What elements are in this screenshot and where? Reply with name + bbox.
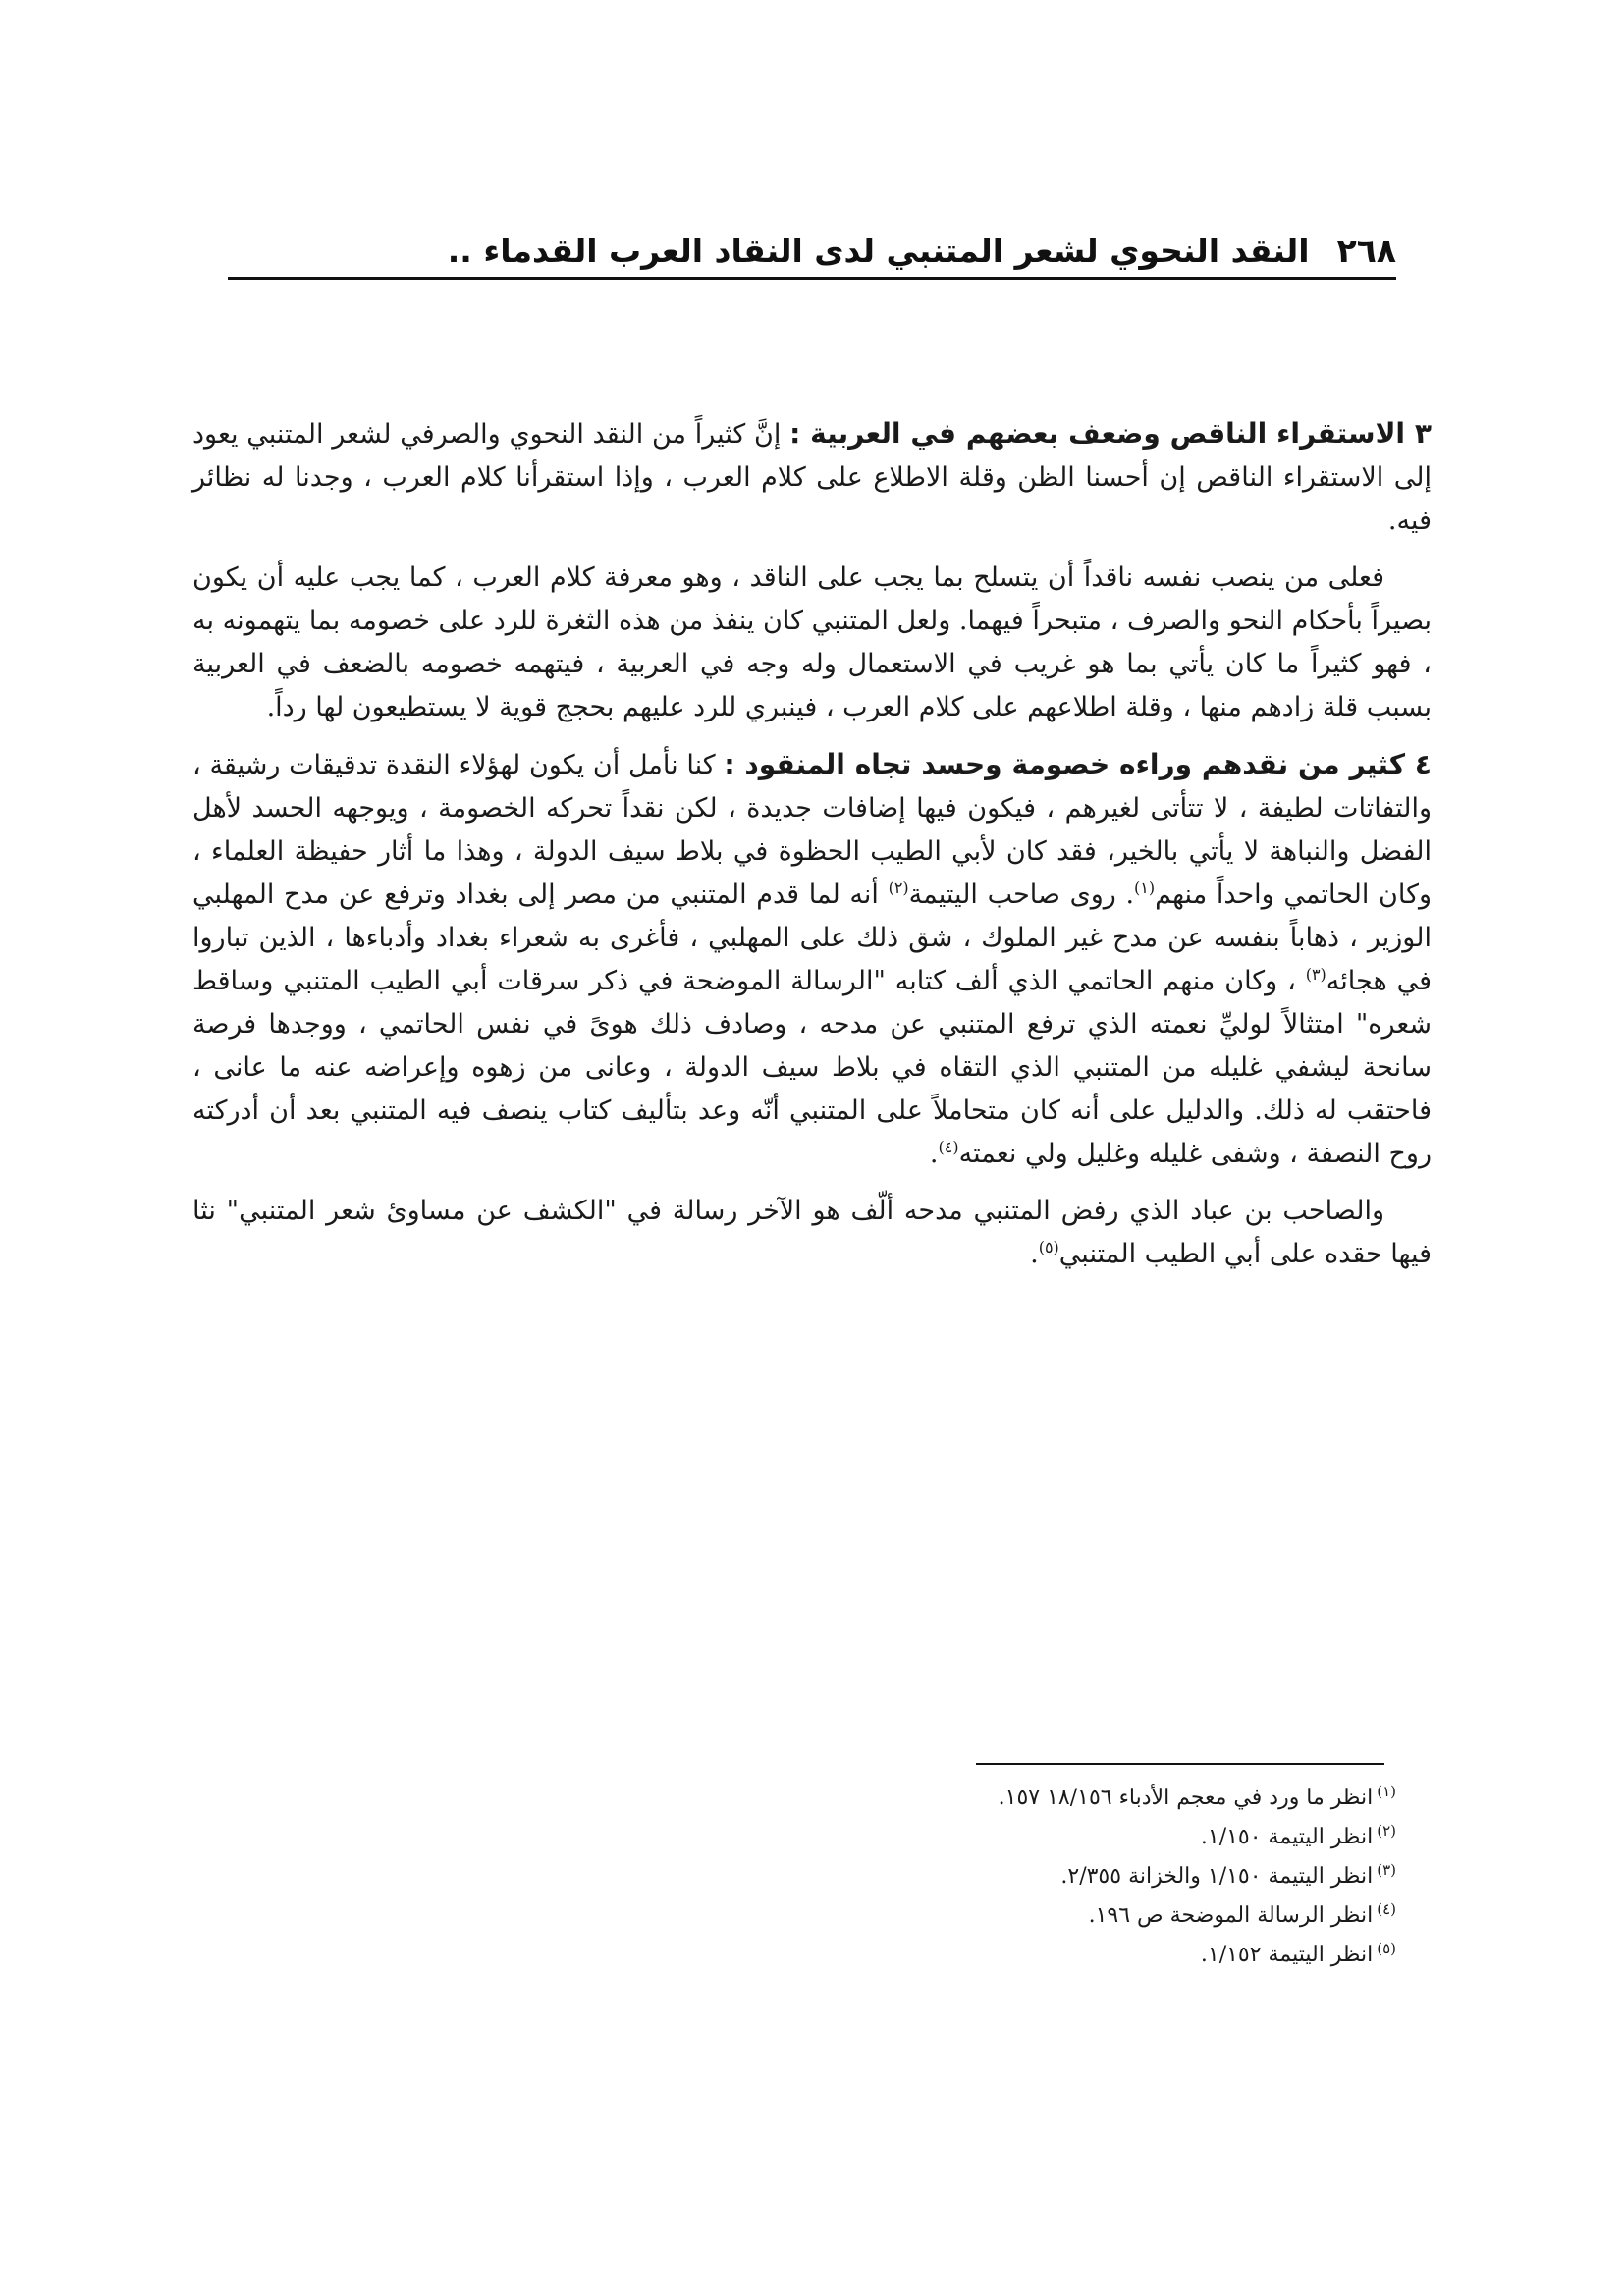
- point-4-heading: ٤ كثير من نقدهم وراءه خصومة وحسد تجاه المنقود :: [724, 748, 1433, 780]
- footnote-item: [491, 1896, 1396, 1936]
- footnote-item: [491, 1818, 1396, 1857]
- footnote-mark: (١): [1377, 1782, 1396, 1800]
- paragraph-point-3: [192, 412, 1432, 543]
- paragraph-sahib-ibn-abbad: [192, 1190, 1432, 1276]
- footnote-text: انظر الرسالة الموضحة ص ١٩٦.: [1088, 1903, 1374, 1928]
- point-4-text-5: .: [929, 1139, 939, 1169]
- footnote-mark: (٢): [1377, 1821, 1396, 1840]
- footnote-item: [491, 1779, 1396, 1818]
- footnote-mark: (٤): [1377, 1899, 1396, 1918]
- paragraph-point-4: [192, 743, 1432, 1176]
- sahib-text-2: .: [1030, 1239, 1039, 1269]
- page-number: ٢٦٨: [1336, 232, 1396, 270]
- body-text: [192, 412, 1432, 1290]
- footnotes-list: [491, 1779, 1396, 1975]
- sahib-text-1: والصاحب بن عباد الذي رفض المتنبي مدحه ألّف هو الآخر رسالة في "الكشف عن مساوئ شعر المتنبي" نثا فيها حقده على أبي الطيب المتنبي: [192, 1196, 1432, 1269]
- footnote-ref-4[interactable]: (٤): [938, 1138, 959, 1156]
- footnote-ref-1[interactable]: (١): [1134, 879, 1156, 897]
- point-4-text-2: . روى صاحب اليتيمة: [908, 880, 1135, 910]
- footnote-ref-2[interactable]: (٢): [888, 879, 909, 897]
- footnote-text: انظر اليتيمة ١/١٥٠.: [1200, 1825, 1374, 1849]
- paragraph-critic-duty: [192, 557, 1432, 729]
- running-title: النقد النحوي لشعر المتنبي لدى النقاد العرب القدماء ..: [447, 232, 1310, 270]
- footnote-ref-3[interactable]: (٣): [1305, 965, 1326, 984]
- point-4-text-3: أنه لما قدم المتنبي من مصر إلى بغداد وترفع عن مدح المهلبي الوزير ، ذهاباً بنفسه عن مدح غير الملوك ، شق ذلك على المهلبي ، فأغرى به شعراء بغداد وأدباءها ، الذين تباروا في هجائه: [192, 880, 1432, 996]
- header-rule: [228, 277, 1396, 280]
- footnote-item: [491, 1857, 1396, 1896]
- footnote-mark: (٥): [1377, 1939, 1396, 1957]
- point-3-text: إنَّ كثيراً من النقد النحوي والصرفي لشعر المتنبي يعود إلى الاستقراء الناقص إن أحسنا الظن وقلة الاطلاع على كلام العرب ، وإذا استقرأنا كلام العرب ، وجدنا له نظائر فيه.: [192, 419, 1432, 536]
- footnote-ref-5[interactable]: (٥): [1038, 1238, 1059, 1256]
- point-4-text-4: ، وكان منهم الحاتمي الذي ألف كتابه "الرسالة الموضحة في ذكر سرقات أبي الطيب المتنبي وساقط شعره" امتثالاً لوليِّ نعمته الذي ترفع المتنبي عن مدحه ، وصادف ذلك هوىً في نفس الحاتمي ، ووجدها فرصة سانحة ليشفي غليله من المتنبي الذي التقاه في بلاط سيف الدولة ، وعانى من زهوه وإعراضه عنه ما عانى ، فاحتقب له ذلك. والدليل على أنه كان متحاملاً على المتنبي أنّه وعد بتأليف كتاب ينصف فيه المتنبي بعد أن أدركته روح النصفة ، وشفى غليله وغليل ولي نعمته: [192, 966, 1433, 1169]
- critic-duty-text: فعلى من ينصب نفسه ناقداً أن يتسلح بما يجب على الناقد ، وهو معرفة كلام العرب ، كما يجب عليه أن يكون بصيراً بأحكام النحو والصرف ، متبحراً فيهما. ولعل المتنبي كان ينفذ من هذه الثغرة للرد على خصومه بما يتهمونه به ، فهو كثيراً ما كان يأتي بما هو غريب في الاستعمال وله وجه في العربية ، فيتهمه خصومه بالضعف في العربية بسبب قلة زادهم منها ، وقلة اطلاعهم على كلام العرب ، فينبري للرد عليهم بحجج قوية لا يستطيعون لها رداً.: [192, 562, 1432, 722]
- footnote-item: [491, 1936, 1396, 1975]
- point-4-text-1: كنا نأمل أن يكون لهؤلاء النقدة تدقيقات رشيقة ، والتفاتات لطيفة ، لا تتأتى لغيرهم ، فيكون فيها إضافات جديدة ، لكن نقداً تحركه الخصومة ، ويوجهه الحسد لأهل الفضل والنباهة لا يأتي بالخير، فقد كان لأبي الطيب الحظوة في بلاط سيف الدولة ، وهذا ما أثار حفيظة العلماء ، وكان الحاتمي واحداً منهم: [192, 750, 1432, 910]
- footnote-text: انظر ما ورد في معجم الأدباء ١٨/١٥٦ ١٥٧.: [998, 1786, 1374, 1810]
- point-3-heading: ٣ الاستقراء الناقص وضعف بعضهم في العربية :: [789, 417, 1433, 450]
- footnote-mark: (٣): [1377, 1860, 1396, 1879]
- footnote-text: انظر اليتيمة ١/١٥٢.: [1200, 1943, 1374, 1967]
- footnote-rule: [976, 1763, 1384, 1765]
- running-header: [228, 214, 1396, 273]
- footnote-text: انظر اليتيمة ١/١٥٠ والخزانة ٢/٣٥٥.: [1060, 1864, 1374, 1889]
